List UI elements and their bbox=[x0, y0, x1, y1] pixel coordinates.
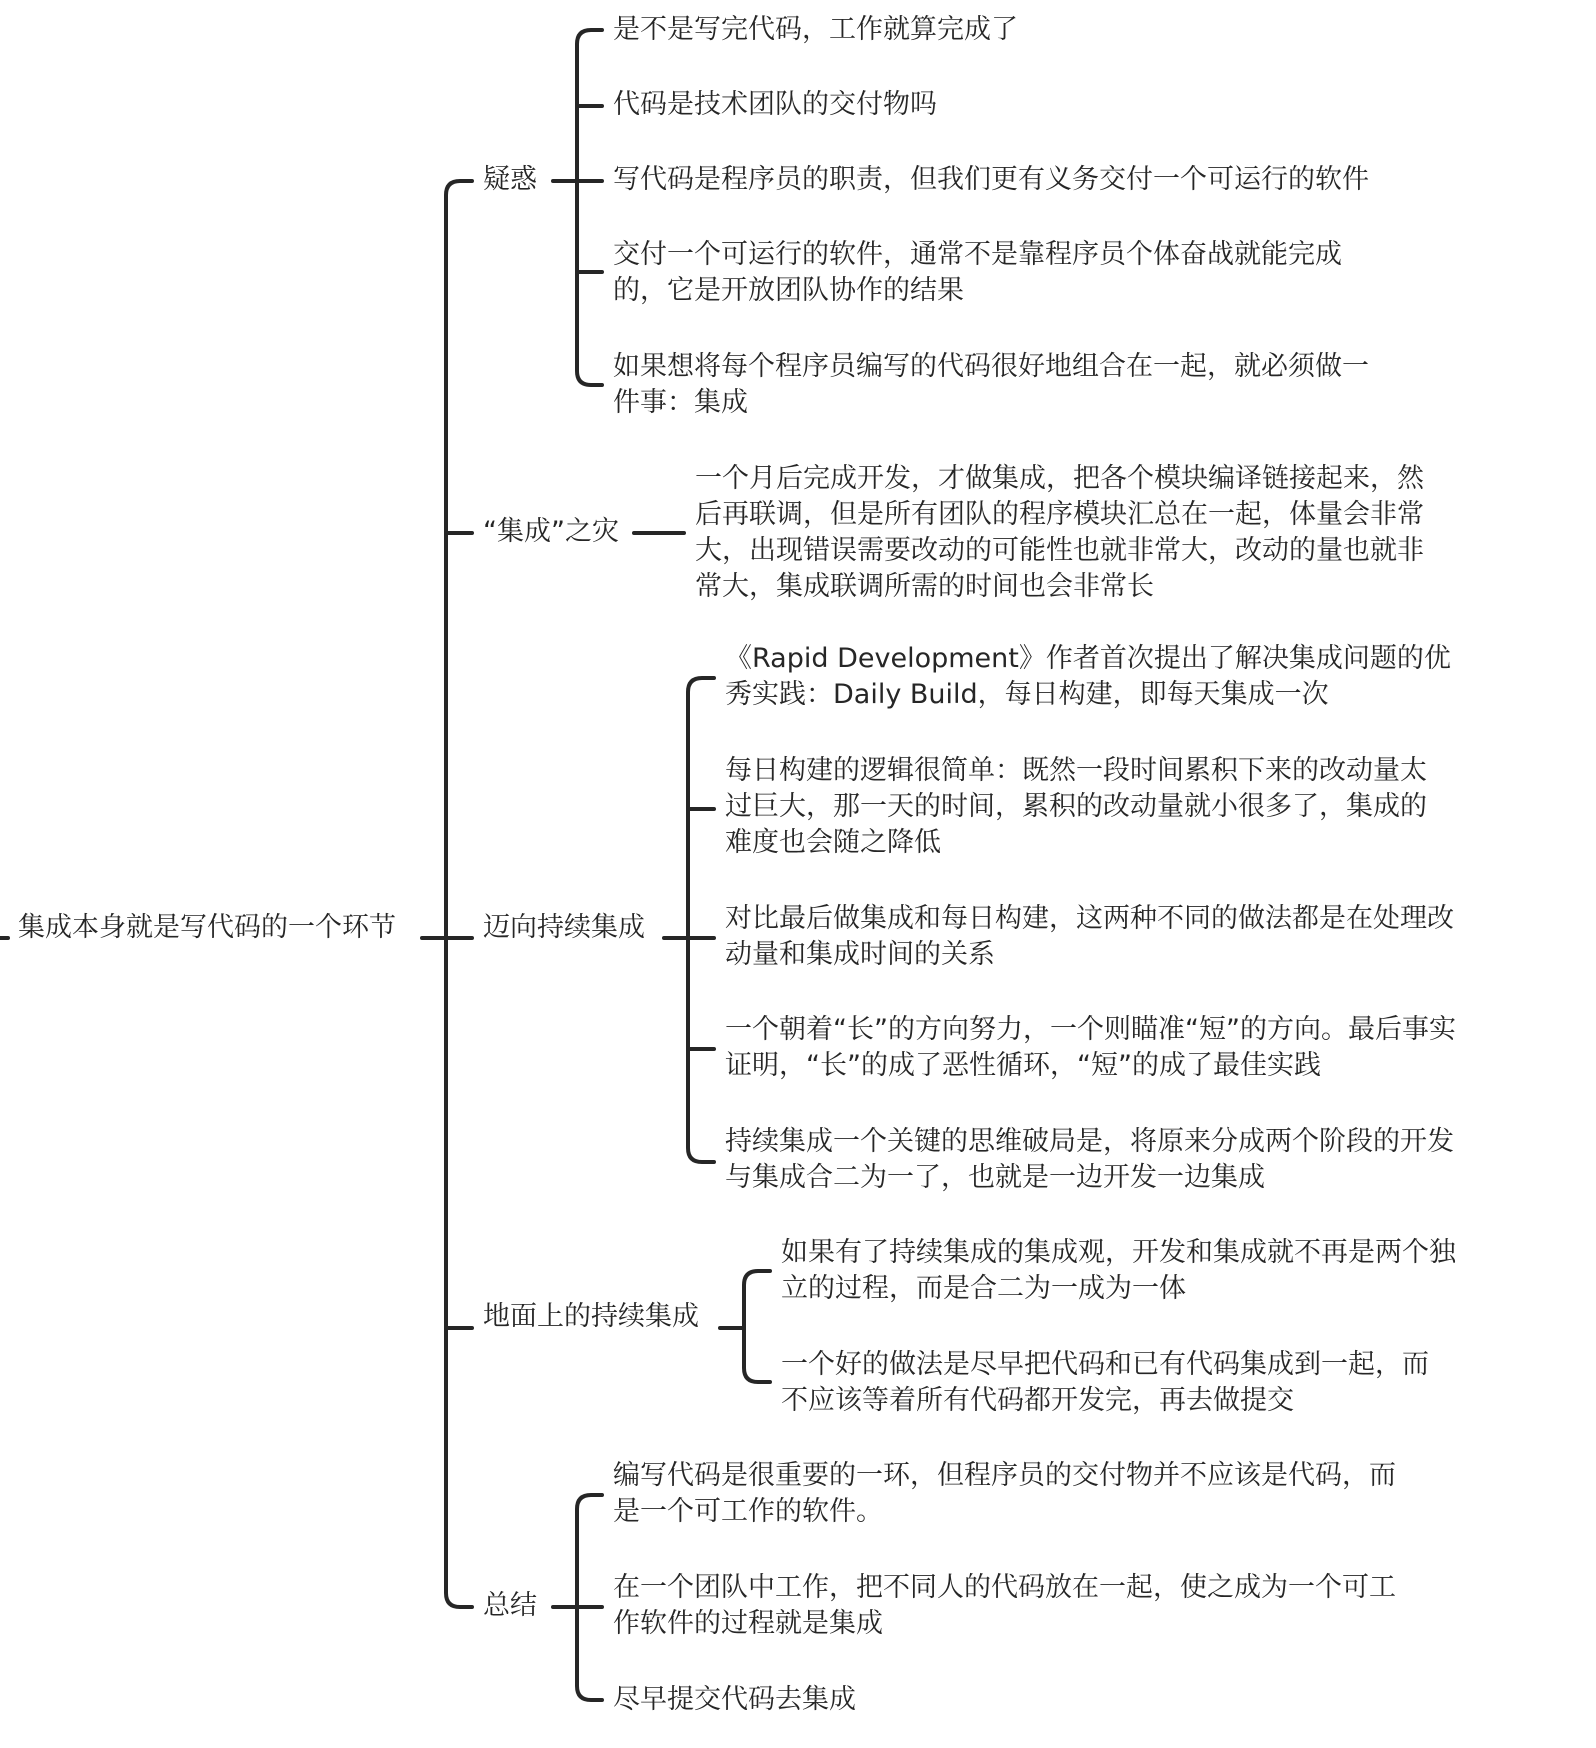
root-topic[interactable]: 集成本身就是写代码的一个环节 bbox=[18, 912, 396, 943]
leaf-line: 尽早提交代码去集成 bbox=[613, 1684, 856, 1715]
leaf-line: 对比最后做集成和每日构建，这两种不同的做法都是在处理改 bbox=[725, 903, 1454, 934]
root-connector-elbow bbox=[446, 938, 472, 1607]
branch-topic[interactable]: 迈向持续集成 bbox=[483, 912, 645, 943]
leaf-topic[interactable] bbox=[781, 1347, 1429, 1419]
leaf-line: 如果想将每个程序员编写的代码很好地组合在一起，就必须做一 bbox=[613, 351, 1369, 382]
leaf-line: 后再联调，但是所有团队的程序模块汇总在一起，体量会非常 bbox=[695, 499, 1424, 530]
branch-5-connector-elbow bbox=[577, 1495, 602, 1607]
leaf-line: 过巨大，那一天的时间，累积的改动量就小很多了，集成的 bbox=[725, 791, 1427, 822]
leaf-topic[interactable] bbox=[613, 12, 1018, 48]
leaf-topic[interactable] bbox=[613, 87, 937, 123]
leaf-topic[interactable] bbox=[695, 461, 1424, 605]
leaf-line: 交付一个可运行的软件，通常不是靠程序员个体奋战就能完成 bbox=[613, 239, 1342, 270]
branch-4-connector-elbow bbox=[744, 1328, 770, 1382]
leaf-line: 在一个团队中工作，把不同人的代码放在一起，使之成为一个可工 bbox=[613, 1572, 1396, 1603]
branch-topic[interactable]: “集成”之灾 bbox=[483, 516, 619, 547]
leaf-line: 一个月后完成开发，才做集成，把各个模块编译链接起来，然 bbox=[695, 463, 1424, 494]
leaf-line: 每日构建的逻辑很简单：既然一段时间累积下来的改动量太 bbox=[725, 755, 1427, 786]
leaf-line: 件事：集成 bbox=[613, 387, 748, 418]
leaf-topic[interactable] bbox=[781, 1235, 1456, 1307]
leaf-line: 编写代码是很重要的一环，但程序员的交付物并不应该是代码，而 bbox=[613, 1460, 1396, 1491]
leaf-topic[interactable] bbox=[613, 349, 1369, 421]
leaf-line: 秀实践：Daily Build，每日构建，即每天集成一次 bbox=[725, 679, 1329, 710]
leaf-line: 如果有了持续集成的集成观，开发和集成就不再是两个独 bbox=[781, 1237, 1456, 1268]
leaf-line: 代码是技术团队的交付物吗 bbox=[613, 89, 937, 120]
leaf-topic[interactable] bbox=[613, 237, 1342, 309]
leaf-line: 作软件的过程就是集成 bbox=[613, 1608, 883, 1639]
branch-4-connector-elbow bbox=[744, 1271, 770, 1328]
leaf-line: 《Rapid Development》作者首次提出了解决集成问题的优 bbox=[725, 643, 1451, 674]
leaf-line: 大，出现错误需要改动的可能性也就非常大，改动的量也就非 bbox=[695, 535, 1424, 566]
leaf-line: 持续集成一个关键的思维破局是，将原来分成两个阶段的开发 bbox=[725, 1126, 1454, 1157]
leaf-topic[interactable] bbox=[613, 1458, 1396, 1530]
branch-5-connector-elbow bbox=[577, 1607, 602, 1700]
leaf-topic[interactable] bbox=[613, 1570, 1396, 1642]
leaf-line: 立的过程，而是合二为一成为一体 bbox=[781, 1273, 1186, 1304]
leaf-line: 的，它是开放团队协作的结果 bbox=[613, 275, 964, 306]
root-connector-elbow bbox=[446, 181, 472, 938]
branch-1-connector-elbow bbox=[577, 181, 602, 385]
branch-topic[interactable]: 总结 bbox=[483, 1590, 537, 1621]
leaf-line: 写代码是程序员的职责，但我们更有义务交付一个可运行的软件 bbox=[613, 164, 1369, 195]
leaf-topic[interactable] bbox=[725, 1124, 1454, 1196]
leaf-line: 证明，“长”的成了恶性循环，“短”的成了最佳实践 bbox=[725, 1050, 1321, 1081]
leaf-line: 与集成合二为一了，也就是一边开发一边集成 bbox=[725, 1162, 1265, 1193]
leaf-line: 不应该等着所有代码都开发完，再去做提交 bbox=[781, 1385, 1294, 1416]
leaf-topic[interactable] bbox=[725, 641, 1451, 713]
leaf-topic[interactable] bbox=[613, 1682, 856, 1718]
leaf-line: 常大，集成联调所需的时间也会非常长 bbox=[695, 571, 1154, 602]
branch-topic[interactable]: 地面上的持续集成 bbox=[483, 1301, 699, 1332]
leaf-line: 难度也会随之降低 bbox=[725, 827, 941, 858]
leaf-topic[interactable] bbox=[725, 753, 1427, 861]
leaf-line: 一个好的做法是尽早把代码和已有代码集成到一起，而 bbox=[781, 1349, 1429, 1380]
leaf-line: 是一个可工作的软件。 bbox=[613, 1496, 883, 1527]
leaf-topic[interactable] bbox=[725, 1012, 1456, 1084]
leaf-line: 动量和集成时间的关系 bbox=[725, 939, 995, 970]
branch-topic[interactable]: 疑惑 bbox=[483, 164, 537, 195]
leaf-line: 一个朝着“长”的方向努力，一个则瞄准“短”的方向。最后事实 bbox=[725, 1014, 1456, 1045]
leaf-topic[interactable] bbox=[725, 901, 1454, 973]
leaf-line: 是不是写完代码，工作就算完成了 bbox=[613, 14, 1018, 45]
leaf-topic[interactable] bbox=[613, 162, 1369, 198]
